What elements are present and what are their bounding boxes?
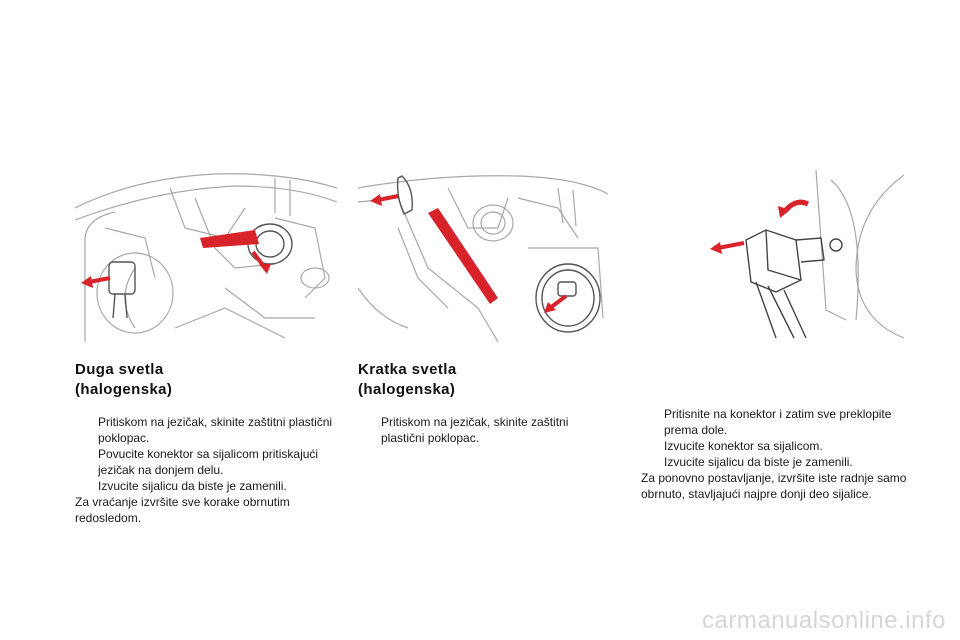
high-beam-illustration (75, 168, 337, 342)
arrow-down-left (550, 296, 566, 308)
instruction-list (641, 406, 911, 470)
arrow-left (89, 278, 110, 282)
low-beam-illustration (358, 168, 608, 342)
arrow-left (378, 196, 398, 200)
high-beam-section (75, 360, 337, 526)
list-item: Pritiskom na jezičak, skinite zaštitni plastični poklopac. (381, 415, 569, 445)
list-item: Pritiskom na jezičak, skinite zaštitni plastični poklopac. (98, 415, 333, 445)
watermark: carmanualsonline.info (702, 607, 946, 634)
list-item: Pritisnite na konektor i zatim sve preklopite prema dole. (664, 407, 892, 437)
list-item: Izvucite konektor sa sijalicom. (664, 439, 823, 453)
section-title: Duga svetla (halogenska) (75, 361, 173, 398)
low-beam-section (358, 360, 608, 446)
connector-drawing (706, 170, 904, 340)
instruction-list (358, 414, 608, 446)
section-title: Kratka svetla (halogenska) (358, 361, 457, 398)
low-beam-drawing (358, 168, 608, 342)
connector-illustration (706, 170, 904, 340)
list-item: Izvucite sijalicu da biste je zamenili. (98, 479, 287, 493)
instruction-list (75, 414, 337, 494)
section-note: Za ponovno postavljanje, izvršite iste radnje samo obrnuto, stavljajući najpre donji deo sijalice. (641, 471, 907, 501)
high-beam-drawing (75, 168, 337, 342)
section-note: Za vraćanje izvršite sve korake obrnutim redosledom. (75, 495, 290, 525)
pointer-wedge (428, 208, 498, 304)
arrow-left (718, 243, 744, 248)
connector-section (641, 406, 911, 502)
list-item: Povucite konektor sa sijalicom pritiskajući jezičak na donjem delu. (98, 447, 319, 477)
list-item: Izvucite sijalicu da biste je zamenili. (664, 455, 853, 469)
